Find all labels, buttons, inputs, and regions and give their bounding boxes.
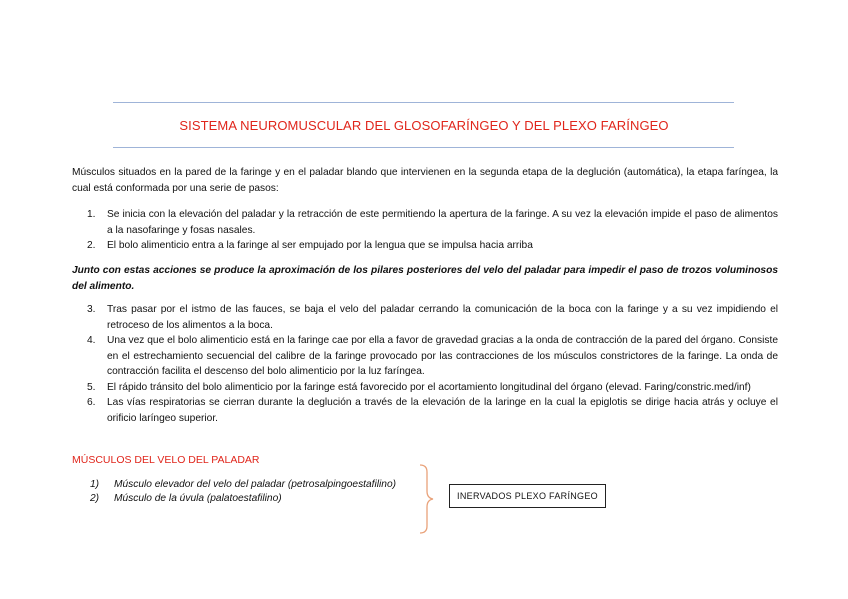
list-text: El rápido tránsito del bolo alimenticio por la faringe está favorecido por el acortamiento longitudinal del órgano (elevad. Faring/constric.med/inf) bbox=[107, 381, 751, 393]
title-rule-top bbox=[113, 102, 734, 103]
intro-paragraph: Músculos situados en la pared de la faringe y en el paladar blando que intervienen en la segunda etapa de la deglución (automática), la etapa faríngea, la cual está conformada por una serie de pasos: bbox=[72, 167, 778, 194]
list-number: 5. bbox=[87, 381, 96, 393]
list-item bbox=[90, 492, 396, 506]
list-number: 3. bbox=[87, 304, 96, 315]
list-number: 2) bbox=[90, 493, 100, 504]
list-text: El bolo alimenticio entra a la faringe al ser empujado por la lengua que se impulsa hacia arriba bbox=[107, 240, 533, 251]
list-item bbox=[72, 380, 778, 396]
list-text: Músculo de la úvula (palatoestafilino) bbox=[114, 493, 282, 504]
steps-list-b bbox=[72, 302, 778, 426]
innervation-box: INERVADOS PLEXO FARÍNGEO bbox=[449, 484, 606, 508]
list-number: 6. bbox=[87, 397, 96, 408]
list-item bbox=[72, 333, 778, 380]
title-rule-bottom bbox=[113, 147, 734, 148]
list-text: Músculo elevador del velo del paladar (petrosalpingoestafilino) bbox=[114, 479, 397, 490]
list-text: Tras pasar por el istmo de las fauces, se baja el velo del paladar cerrando la comunicación de la boca con la faringe y a su vez impidiendo el retroceso de los alimentos a la boca. bbox=[107, 304, 778, 331]
list-text: Se inicia con la elevación del paladar y la retracción de este permitiendo la apertura de la faringe. A su vez la elevación impide el paso de alimentos a la nasofaringe y fosas nasales. bbox=[107, 209, 778, 236]
right-brace bbox=[418, 463, 438, 535]
list-number: 1) bbox=[90, 479, 100, 490]
steps-list-a bbox=[72, 207, 778, 254]
list-item bbox=[72, 238, 778, 254]
page-title: SISTEMA NEUROMUSCULAR DEL GLOSOFARÍNGEO Y DEL PLEXO FARÍNGEO bbox=[179, 118, 669, 133]
list-text: Una vez que el bolo alimenticio está en la faringe cae por ella a favor de gravedad gracias a la onda de contracción de la pared del órgano. Consiste en el estrechamiento secuencial del calibre de la faringe provocado por las contracciones de los músculos constrictores de la faringe. La onda de contracción facilita el descenso del bolo alimenticio por la luz faríngea. bbox=[107, 335, 778, 377]
list-item bbox=[90, 478, 396, 492]
list-number: 1. bbox=[87, 209, 96, 220]
muscles-list bbox=[90, 478, 396, 506]
list-item bbox=[72, 395, 778, 426]
list-item bbox=[72, 207, 778, 238]
list-number: 2. bbox=[87, 240, 96, 251]
emphasis-paragraph: Junto con estas acciones se produce la aproximación de los pilares posteriores del velo del paladar para impedir el paso de trozos voluminosos del alimento. bbox=[72, 265, 778, 292]
section-heading: MÚSCULOS DEL VELO DEL PALADAR bbox=[72, 454, 260, 466]
list-item bbox=[72, 302, 778, 333]
list-text: Las vías respiratorias se cierran durante la deglución a través de la elevación de la laringe en la cual la epiglotis se dirige hacia atrás y ocluye el orificio laríngeo superior. bbox=[107, 397, 778, 424]
list-number: 4. bbox=[87, 335, 96, 346]
